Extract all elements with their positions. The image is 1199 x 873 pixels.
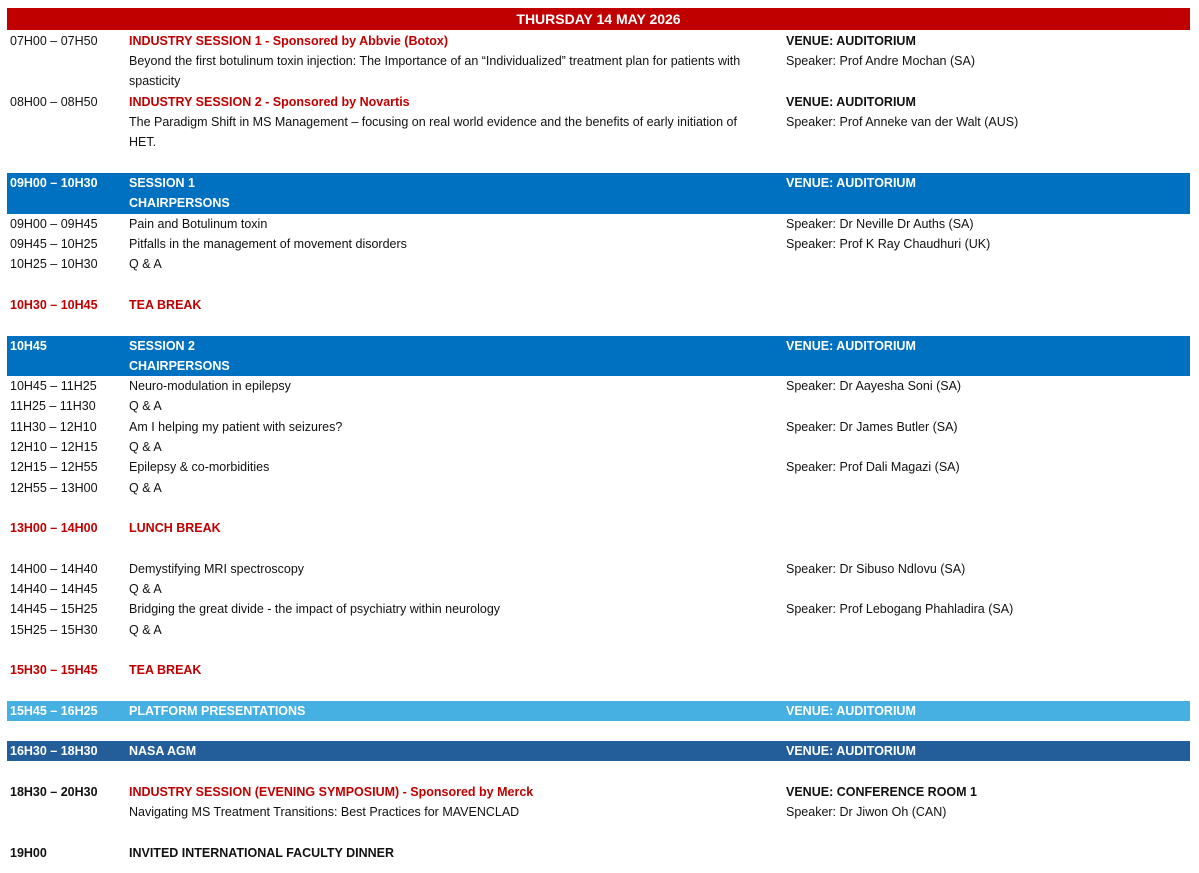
venue: VENUE: AUDITORIUM: [786, 95, 916, 109]
session-time: 10H45: [10, 339, 47, 353]
talk-title: The Paradigm Shift in MS Management – focusing on real world evidence and the benefits of early initiation of HET.: [129, 115, 737, 149]
talk-title: Navigating MS Treatment Transitions: Best Practices for MAVENCLAD: [129, 805, 520, 819]
speaker: Speaker: Dr Neville Dr Auths (SA): [786, 217, 974, 231]
item-title: Q & A: [129, 440, 162, 454]
lunch-break-row: [7, 518, 1190, 538]
session-time: 16H30 – 18H30: [10, 744, 98, 758]
break-time: 10H30 – 10H45: [10, 298, 98, 312]
venue: VENUE: CONFERENCE ROOM 1: [786, 785, 977, 799]
item-title: Epilepsy & co-morbidities: [129, 460, 270, 474]
tea-break-row: [7, 295, 1190, 315]
item-title: Pitfalls in the management of movement disorders: [129, 237, 407, 251]
day-header: THURSDAY 14 MAY 2026: [7, 8, 1190, 30]
agenda-row: [7, 620, 1190, 640]
agenda-row: [7, 254, 1190, 274]
talk-title: Beyond the first botulinum toxin injection: The Importance of an “Individualized” treatment plan for patients with spasticity: [129, 54, 741, 88]
speaker: Speaker: Prof Dali Magazi (SA): [786, 460, 960, 474]
industry-session-2-row: [7, 92, 1190, 112]
faculty-dinner-row: [7, 843, 1190, 863]
item-time: 11H25 – 11H30: [10, 399, 96, 413]
item-time: 11H30 – 12H10: [10, 420, 97, 434]
item-title: Am I helping my patient with seizures?: [129, 420, 343, 434]
session-title: NASA AGM: [129, 744, 197, 758]
agenda-row: [7, 214, 1190, 234]
item-title: Bridging the great divide - the impact of psychiatry within neurology: [129, 602, 501, 616]
item-time: 09H45 – 10H25: [10, 237, 98, 251]
venue: VENUE: AUDITORIUM: [786, 339, 916, 353]
session-title: INDUSTRY SESSION 2 - Sponsored by Novartis: [129, 95, 410, 109]
agenda-row: [7, 579, 1190, 599]
item-title: Q & A: [129, 481, 162, 495]
agenda-row: [7, 234, 1190, 254]
session-1-band: [7, 173, 1190, 214]
agenda-row: [7, 559, 1190, 579]
speaker: Speaker: Prof Anneke van der Walt (AUS): [786, 115, 1019, 129]
speaker: Speaker: Prof Andre Mochan (SA): [786, 54, 975, 68]
evening-symposium-talk-row: [7, 802, 1190, 822]
evening-symposium-row: [7, 782, 1190, 802]
session-title: SESSION 2: [129, 339, 195, 353]
break-time: 15H30 – 15H45: [10, 663, 98, 677]
item-title: Q & A: [129, 623, 162, 637]
item-time: 12H10 – 12H15: [10, 440, 98, 454]
session-title: PLATFORM PRESENTATIONS: [129, 704, 306, 718]
item-time: 15H25 – 15H30: [10, 623, 98, 637]
agenda-row: [7, 376, 1190, 396]
item-time: 12H15 – 12H55: [10, 460, 98, 474]
item-time: 14H40 – 14H45: [10, 582, 98, 596]
industry-session-1-row: [7, 31, 1190, 51]
chairpersons-label: CHAIRPERSONS: [129, 359, 230, 373]
agenda-row: [7, 478, 1190, 498]
speaker: Speaker: Prof K Ray Chaudhuri (UK): [786, 237, 991, 251]
item-time: 12H55 – 13H00: [10, 481, 98, 495]
speaker: Speaker: Dr Jiwon Oh (CAN): [786, 805, 947, 819]
venue: VENUE: AUDITORIUM: [786, 704, 916, 718]
speaker: Speaker: Prof Lebogang Phahladira (SA): [786, 602, 1014, 616]
event-title: INVITED INTERNATIONAL FACULTY DINNER: [129, 846, 395, 860]
agenda-row: [7, 437, 1190, 457]
agenda-row: [7, 457, 1190, 477]
speaker: Speaker: Dr Sibuso Ndlovu (SA): [786, 562, 966, 576]
speaker: Speaker: Dr Aayesha Soni (SA): [786, 379, 962, 393]
agenda-row: [7, 417, 1190, 437]
item-time: 14H45 – 15H25: [10, 602, 98, 616]
chairpersons-label: CHAIRPERSONS: [129, 196, 230, 210]
event-time: 19H00: [10, 846, 47, 860]
item-title: Demystifying MRI spectroscopy: [129, 562, 305, 576]
break-time: 13H00 – 14H00: [10, 521, 98, 535]
session-time: 07H00 – 07H50: [10, 34, 98, 48]
item-time: 10H25 – 10H30: [10, 257, 98, 271]
venue: VENUE: AUDITORIUM: [786, 744, 916, 758]
tea-break-row: [7, 660, 1190, 680]
industry-session-2-talk-row: [7, 112, 1190, 152]
agenda-row: [7, 396, 1190, 416]
venue: VENUE: AUDITORIUM: [786, 176, 916, 190]
item-title: Q & A: [129, 582, 162, 596]
platform-presentations-band: [7, 701, 1190, 721]
agenda-row: [7, 599, 1190, 619]
session-title: SESSION 1: [129, 176, 195, 190]
venue: VENUE: AUDITORIUM: [786, 34, 916, 48]
session-title: INDUSTRY SESSION (EVENING SYMPOSIUM) - Sponsored by Merck: [129, 785, 534, 799]
item-time: 14H00 – 14H40: [10, 562, 98, 576]
item-title: Pain and Botulinum toxin: [129, 217, 268, 231]
break-title: TEA BREAK: [129, 298, 202, 312]
item-time: 10H45 – 11H25: [10, 379, 97, 393]
break-title: LUNCH BREAK: [129, 521, 221, 535]
session-time: 09H00 – 10H30: [10, 176, 98, 190]
session-time: 15H45 – 16H25: [10, 704, 98, 718]
session-time: 08H00 – 08H50: [10, 95, 98, 109]
session-2-band: [7, 336, 1190, 376]
nasa-agm-band: [7, 741, 1190, 761]
break-title: TEA BREAK: [129, 663, 202, 677]
industry-session-1-talk-row: [7, 51, 1190, 91]
item-time: 09H00 – 09H45: [10, 217, 98, 231]
session-title: INDUSTRY SESSION 1 - Sponsored by Abbvie (Botox): [129, 34, 449, 48]
item-title: Neuro-modulation in epilepsy: [129, 379, 291, 393]
session-time: 18H30 – 20H30: [10, 785, 98, 799]
item-title: Q & A: [129, 399, 162, 413]
item-title: Q & A: [129, 257, 162, 271]
speaker: Speaker: Dr James Butler (SA): [786, 420, 958, 434]
